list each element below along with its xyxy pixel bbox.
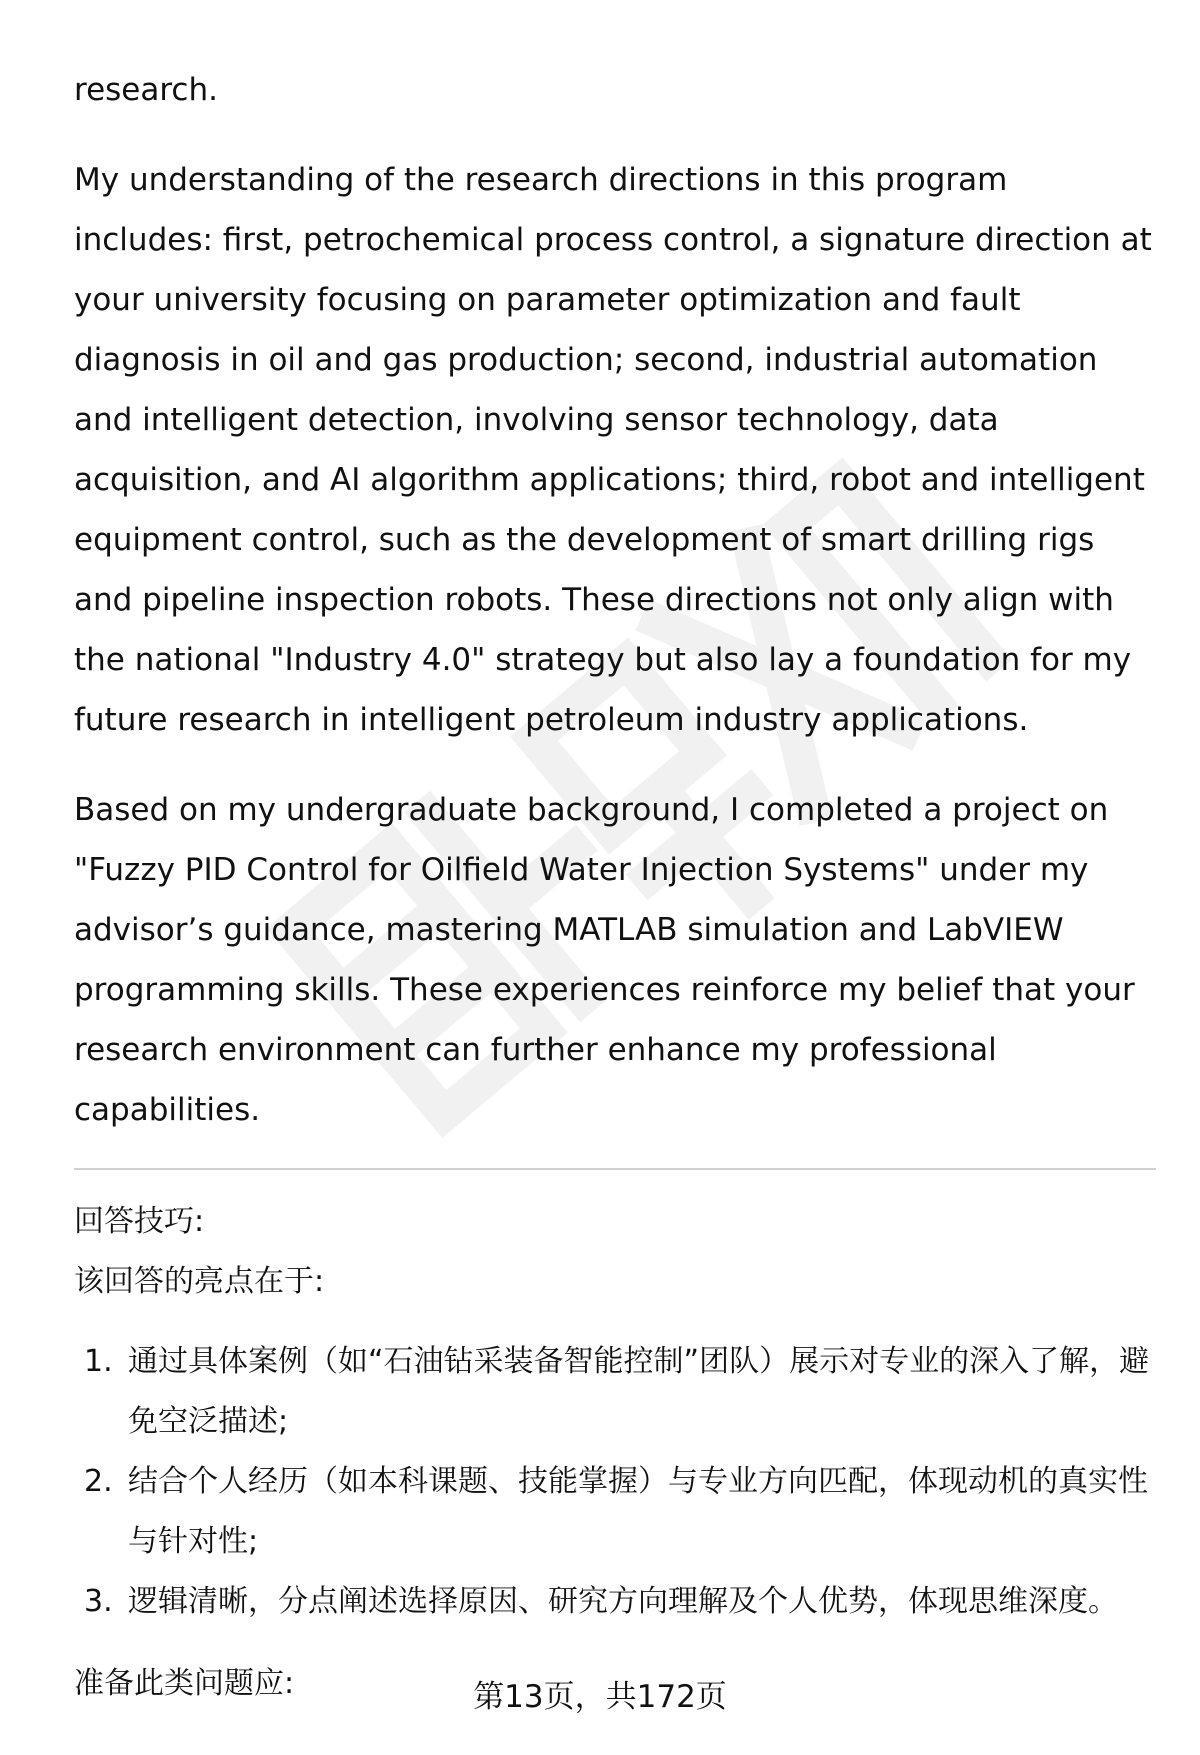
list-item-number: 2. bbox=[84, 1464, 113, 1499]
page-number-footer: 第13页，共172页 bbox=[473, 1679, 727, 1715]
paragraph-background: Based on my undergraduate background, I completed a project on "Fuzzy PID Control for Oilfield Water Injection Systems" under my advisor’s guidance, mastering MATLAB simulation and LabVIEW programming skills. These experiences reinforce my belief that your research environment can further enhance my professional capabilities. bbox=[74, 792, 1135, 1128]
list-item-text: 逻辑清晰，分点阐述选择原因、研究方向理解及个人优势，体现思维深度。 bbox=[128, 1584, 1118, 1619]
list-item-number: 1. bbox=[84, 1344, 113, 1379]
list-item-text: 通过具体案例（如“石油钻采装备智能控制”团队）展示对专业的深入了解，避免空泛描述; bbox=[128, 1344, 1150, 1439]
prepare-heading: 准备此类问题应: bbox=[74, 1666, 295, 1701]
tips-intro: 该回答的亮点在于: bbox=[74, 1264, 325, 1299]
tips-list bbox=[74, 1332, 1154, 1632]
paragraph-research-directions: My understanding of the research directions in this program includes: first, petrochemical process control, a signature direction at your university focusing on parameter optimization and fault diagnosis in oil and gas production; second, industrial automation and intelligent detection, involving sensor technology, data acquisition, and AI algorithm applications; third, robot and intelligent equipment control, such as the development of smart drilling rigs and pipeline inspection robots. These directions not only align with the national "Industry 4.0" strategy but also lay a foundation for my future research in intelligent petroleum industry applications. bbox=[74, 162, 1152, 738]
section-divider bbox=[74, 1168, 1156, 1170]
list-item bbox=[74, 1452, 1154, 1572]
list-item-number: 3. bbox=[84, 1584, 113, 1619]
answer-tips-section bbox=[74, 1192, 1154, 1714]
tips-heading: 回答技巧: bbox=[74, 1204, 205, 1239]
list-item bbox=[74, 1332, 1154, 1452]
list-item bbox=[74, 1572, 1154, 1632]
main-content bbox=[74, 60, 1154, 1714]
list-item-text: 结合个人经历（如本科课题、技能掌握）与专业方向匹配，体现动机的真实性与针对性; bbox=[128, 1464, 1148, 1559]
paragraph-continuation: research. bbox=[74, 72, 218, 108]
